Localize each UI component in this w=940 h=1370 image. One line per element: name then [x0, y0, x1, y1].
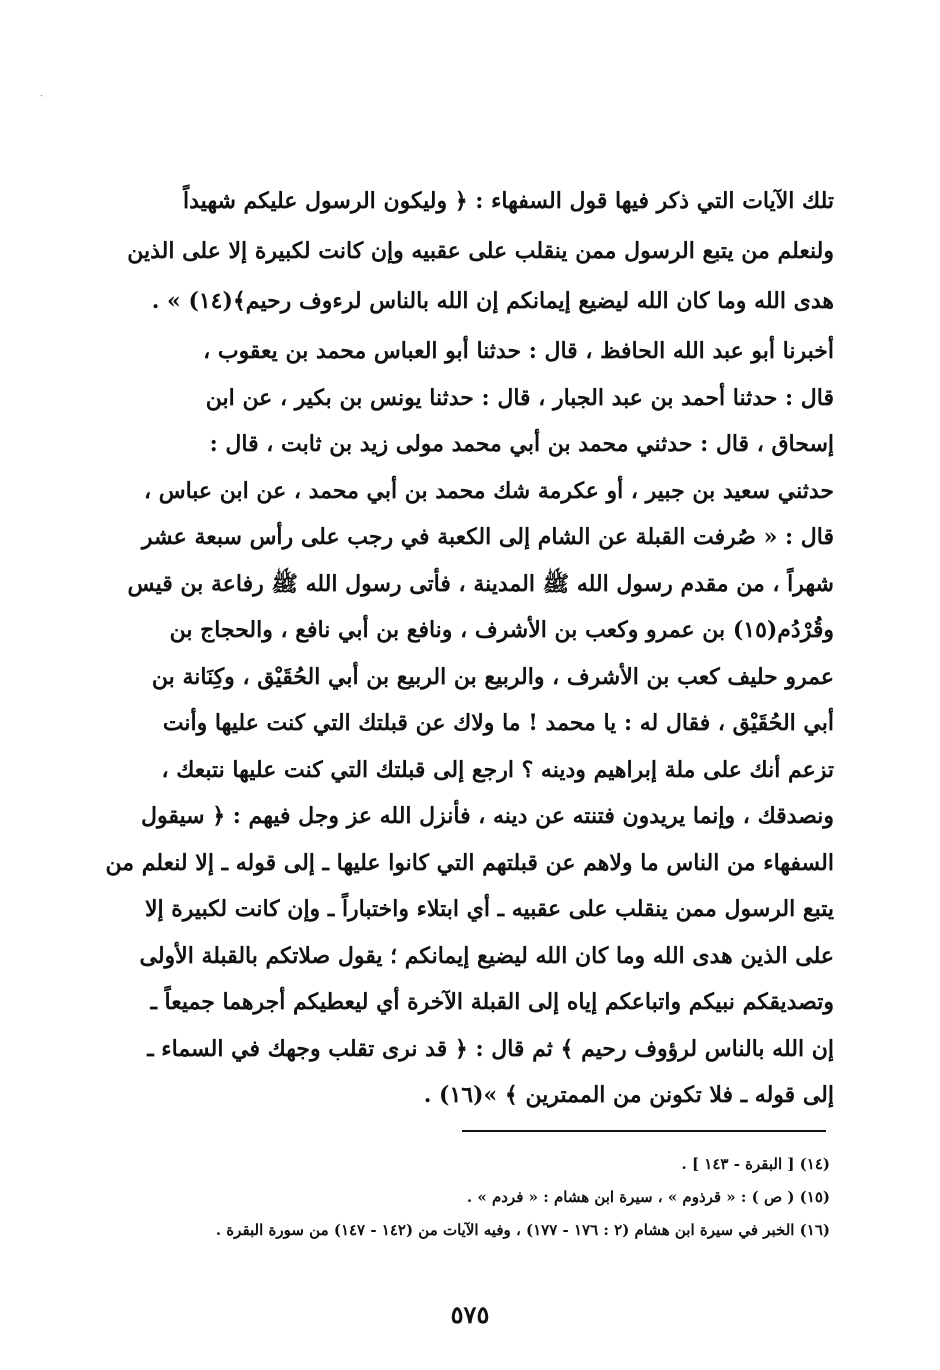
text-line: على الذين هدى الله وما كان الله ليضيع إيمانكم ؛ يقول صلاتكم بالقبلة الأولى	[139, 942, 834, 969]
text-line: أبي الحُقَيْق ، فقال له : يا محمد ! ما ولاك عن قبلتك التي كنت عليها وأنت	[162, 710, 834, 736]
text-line: قال : حدثنا أحمد بن عبد الجبار ، قال : حدثنا يونس بن بكير ، عن ابن	[205, 384, 834, 411]
text-line: السفهاء من الناس ما ولاهم عن قبلتهم التي كانوا عليها ـ إلى قوله ـ إلا لنعلم من	[105, 849, 834, 876]
text-line: تلك الآيات التي ذكر فيها قول السفهاء : ﴿ وليكون الرسول عليكم شهيداً	[183, 188, 834, 214]
text-line: وقُرْدُم(١٥) بن عمرو وكعب بن الأشرف ، ونافع بن أبي نافع ، والحجاج بن	[169, 617, 834, 643]
text-line: يتبع الرسول ممن ينقلب على عقبيه ـ أي ابتلاء واختباراً ـ وإن كانت لكبيرة إلا	[144, 896, 834, 922]
text-line: إسحاق ، قال : حدثني محمد بن أبي محمد مولى زيد بن ثابت ، قال :	[209, 431, 834, 457]
quran-quote-paragraph	[94, 176, 834, 326]
hadith-paragraph	[94, 328, 834, 1119]
text-line: إلى قوله ـ فلا تكونن من الممترين ﴾ »(١٦) .	[423, 1082, 834, 1108]
footnotes	[90, 1148, 830, 1247]
text-line: وتصديقكم نبيكم واتباعكم إياه إلى القبلة الآخرة أي ليعطيكم أجرهما جميعاً ـ	[150, 989, 834, 1015]
text-line: هدى الله وما كان الله ليضيع إيمانكم إن الله بالناس لرءوف رحيم﴾(١٤) » .	[151, 288, 834, 314]
text-line: تزعم أنك على ملة إبراهيم ودينه ؟ ارجع إلى قبلتك التي كنت عليها نتبعك ،	[161, 756, 834, 783]
text-line: شهراً ، من مقدم رسول الله ﷺ المدينة ، فأتى رسول الله ﷺ رفاعة بن قيس	[127, 570, 834, 597]
page-number: ٥٧٥	[450, 1300, 490, 1329]
text-line: أخبرنا أبو عبد الله الحافظ ، قال : حدثنا أبو العباس محمد بن يعقوب ،	[203, 338, 834, 364]
scan-speck: ˎ	[40, 86, 44, 97]
text-line: ونصدقك ، وإنما يريدون فتنته عن دينه ، فأنزل الله عز وجل فيهم : ﴿ سيقول	[141, 803, 834, 829]
text-line: إن الله بالناس لرؤوف رحيم ﴾ ثم قال : ﴿ قد نرى تقلب وجهك في السماء ـ	[147, 1035, 834, 1062]
text-line: حدثني سعيد بن جبير ، أو عكرمة شك محمد بن أبي محمد ، عن ابن عباس ،	[143, 477, 834, 504]
footnote: (١٤) [ البقرة - ١٤٣ ] .	[681, 1155, 830, 1173]
text-line: عمرو حليف كعب بن الأشرف ، والربيع بن الربيع بن أبي الحُقَيْق ، وكِنَانة بن	[151, 663, 834, 690]
footnote: (١٦) الخبر في سيرة ابن هشام (٢ : ١٧٦ - ١٧٧) ، وفيه الآيات من (١٤٢ - ١٤٧) من سورة البقرة .	[215, 1221, 830, 1239]
footnote-separator	[462, 1130, 826, 1132]
text-line: ولنعلم من يتبع الرسول ممن ينقلب على عقبيه وإن كانت لكبيرة إلا على الذين	[127, 238, 834, 264]
text-line: قال : « صُرفت القبلة عن الشام إلى الكعبة في رجب على رأس سبعة عشر	[141, 524, 834, 550]
footnote: (١٥) ( ص ) : « قرذوم » ، سيرة ابن هشام : « فردم » .	[466, 1188, 830, 1206]
